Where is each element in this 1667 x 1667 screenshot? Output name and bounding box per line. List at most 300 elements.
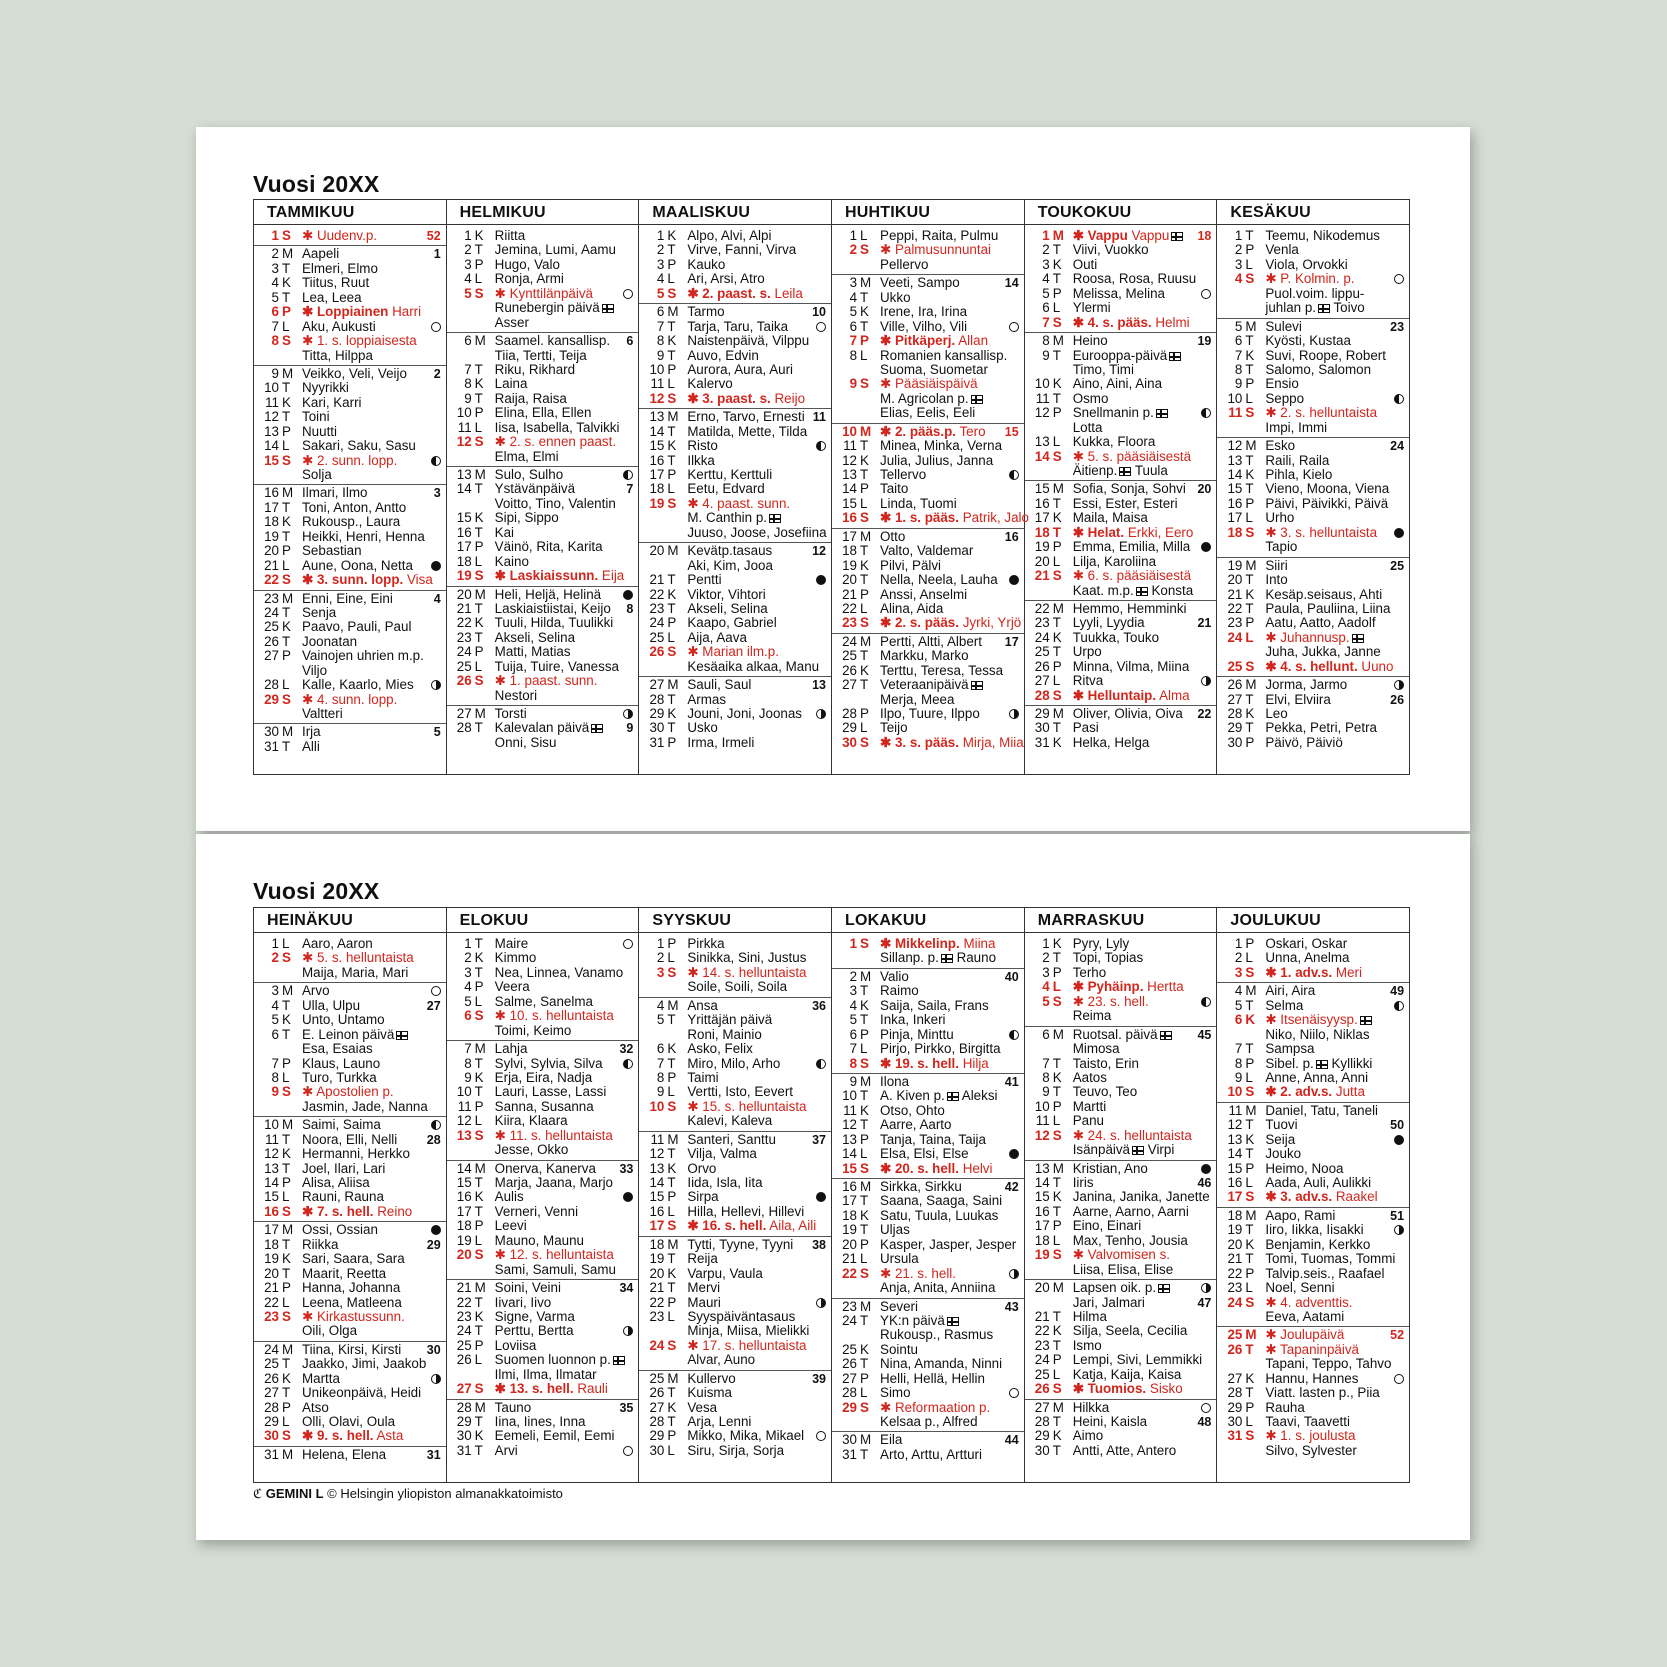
day-row <box>447 243 639 257</box>
weekday-letter: K <box>282 1251 291 1267</box>
week-number: 26 <box>1390 692 1405 707</box>
day-names <box>1073 406 1197 421</box>
day-row <box>1217 736 1409 750</box>
day-names <box>1265 320 1389 335</box>
day-names <box>495 258 619 273</box>
week-block <box>447 333 639 467</box>
day-row <box>254 1133 446 1147</box>
name-text: Sulevi <box>1265 318 1302 334</box>
day-row <box>1025 1353 1217 1367</box>
day-row <box>1025 602 1217 616</box>
weekday-letter: P <box>1245 1399 1255 1415</box>
day-number: 28 <box>264 1399 279 1415</box>
moon-phase-last-icon <box>623 470 633 480</box>
day-row <box>447 540 639 554</box>
day-number: 15 <box>842 1160 858 1176</box>
week-number: 34 <box>619 1281 634 1296</box>
day-row <box>639 377 831 391</box>
name-text: Tarja, Taru, Taika <box>687 318 789 334</box>
weekday-letter: K <box>667 586 677 602</box>
weekday-letter: K <box>282 1146 291 1162</box>
name-text: ✱ 1. paast. sunn. <box>494 673 598 689</box>
day-number: 19 <box>1034 539 1050 555</box>
day-names <box>687 616 811 631</box>
day-row <box>1025 272 1217 286</box>
day-number: 25 <box>649 1370 665 1386</box>
weekday-letter: K <box>1052 1189 1062 1205</box>
name-text: Unto, Untamo <box>302 1012 385 1028</box>
weekday-letter: P <box>282 1175 291 1190</box>
moon-phase-new-icon <box>623 590 633 600</box>
day-row <box>1025 287 1217 301</box>
weekday-letter: K <box>1245 467 1255 482</box>
day-row <box>447 1009 639 1023</box>
name-text: Kaat. m.p. <box>1072 582 1134 598</box>
day-names <box>687 287 811 302</box>
day-number: 19 <box>1227 557 1243 573</box>
name-text-secondary: Rauno <box>956 950 997 966</box>
day-names <box>880 1223 1004 1238</box>
day-row <box>832 649 1024 663</box>
day-number: 19 <box>649 495 665 511</box>
day-row <box>1217 951 1409 965</box>
moon-phase-new-icon <box>1009 575 1019 585</box>
month-weeks <box>639 225 831 774</box>
weekday-letter: P <box>860 706 869 721</box>
name-text: Mikko, Mika, Mikael <box>687 1428 805 1444</box>
name-text: ✱ Tapaninpäivä <box>1265 1341 1359 1357</box>
day-row <box>639 616 831 630</box>
day-names <box>302 468 426 483</box>
name-text: Ilona <box>880 1073 910 1089</box>
name-text-secondary: Toivo <box>1333 300 1365 316</box>
day-names <box>495 1234 619 1249</box>
week-number: 13 <box>812 678 827 693</box>
day-names <box>1073 707 1197 722</box>
day-row <box>832 482 1024 496</box>
day-number: 6 <box>464 1008 472 1024</box>
day-number: 2 <box>464 242 472 258</box>
day-row <box>254 454 446 468</box>
name-text: Jouni, Joni, Joonas <box>687 706 802 721</box>
day-names <box>495 349 619 364</box>
weekday-letter: S <box>282 1203 291 1219</box>
day-number: 21 <box>842 1251 858 1267</box>
week-block <box>1025 1027 1217 1161</box>
day-names <box>687 511 811 526</box>
weekday-letter: T <box>1052 720 1061 736</box>
name-text: ✱ 3. s. helluntaista <box>1265 524 1378 540</box>
day-number: 13 <box>649 1160 665 1176</box>
day-row <box>447 1100 639 1114</box>
weekday-letter: S <box>282 1308 291 1324</box>
week-number: 39 <box>812 1371 827 1386</box>
day-names <box>1073 1248 1197 1263</box>
week-block <box>254 485 446 590</box>
name-text: Leevi <box>494 1218 527 1234</box>
day-names <box>880 544 1004 559</box>
day-names <box>302 439 426 454</box>
name-text: Mervi <box>687 1280 721 1296</box>
day-row <box>1025 616 1217 630</box>
day-number: 24 <box>649 615 665 631</box>
day-names <box>1265 1118 1389 1133</box>
name-text: Urpo <box>1072 644 1102 660</box>
name-text: Olli, Olavi, Oula <box>302 1414 396 1429</box>
day-names <box>495 1057 619 1072</box>
day-names <box>1073 1382 1197 1397</box>
name-text: Tuukka, Touko <box>1072 629 1160 645</box>
day-names <box>687 482 811 497</box>
name-text: Lahja <box>494 1041 528 1057</box>
flag-icon <box>1318 304 1330 313</box>
week-number: 4 <box>433 591 441 606</box>
day-number: 17 <box>842 1193 858 1209</box>
weekday-letter: M <box>667 304 679 320</box>
day-number: 31 <box>842 1446 858 1462</box>
weekday-letter: P <box>1245 936 1255 951</box>
day-names <box>1265 540 1389 555</box>
name-text: Terho <box>1072 964 1107 980</box>
name-text: Ensio <box>1265 376 1299 392</box>
name-text-secondary: Tuula <box>1134 463 1168 478</box>
name-text: Asta <box>376 1428 404 1444</box>
week-block <box>639 1237 831 1371</box>
name-text: Essi, Ester, Esteri <box>1072 495 1178 511</box>
day-row <box>254 937 446 951</box>
weekday-letter: P <box>860 586 869 602</box>
day-names <box>302 678 426 693</box>
day-names <box>1073 569 1197 584</box>
day-row <box>447 1234 639 1248</box>
day-row <box>254 229 446 243</box>
name-text: Iina, Iines, Inna <box>494 1414 586 1429</box>
day-names <box>687 602 811 617</box>
day-names <box>495 421 619 436</box>
weekday-letter: K <box>1245 1370 1255 1386</box>
weekday-letter: M <box>1245 438 1257 454</box>
flag-icon <box>1360 1016 1372 1025</box>
day-number: 29 <box>649 706 665 721</box>
day-row <box>254 740 446 754</box>
day-names <box>1073 1129 1197 1144</box>
name-text: Aada, Auli, Aulikki <box>1265 1175 1372 1190</box>
weekday-letter: K <box>667 228 677 243</box>
name-text: Irja <box>302 724 321 740</box>
day-row <box>832 1162 1024 1176</box>
day-row <box>1025 392 1217 406</box>
day-names <box>302 1296 426 1311</box>
weekday-letter: S <box>667 285 677 301</box>
day-names <box>302 1429 426 1444</box>
day-names <box>1073 464 1197 479</box>
day-row <box>447 1219 639 1233</box>
day-names <box>1073 526 1197 541</box>
weekday-letter: S <box>667 644 677 660</box>
day-names <box>1265 1401 1389 1416</box>
week-block <box>1217 319 1409 439</box>
day-row <box>1025 1143 1217 1157</box>
day-number: 25 <box>1034 1366 1050 1382</box>
day-names <box>687 658 820 675</box>
name-text: Snellmanin p. <box>1072 405 1154 421</box>
name-text: Kiira, Klaara <box>494 1113 568 1129</box>
day-row <box>1025 464 1217 478</box>
day-names <box>1073 1143 1197 1158</box>
weekday-letter: S <box>860 376 869 392</box>
name-text: Eeva, Aatami <box>1265 1308 1345 1324</box>
weekday-letter: T <box>1245 691 1254 707</box>
day-number: 17 <box>649 467 665 482</box>
day-names <box>1265 1042 1389 1057</box>
name-text: Jasmin, Jade, Nanna <box>302 1098 428 1114</box>
week-number: 45 <box>1197 1027 1212 1042</box>
weekday-letter: M <box>282 590 294 606</box>
day-row <box>639 439 831 453</box>
week-number: 35 <box>619 1400 634 1415</box>
week-block <box>832 1432 1024 1464</box>
name-text: Sanna, Susanna <box>494 1098 594 1114</box>
name-text: Noel, Senni <box>1265 1280 1335 1296</box>
day-row <box>254 1448 446 1462</box>
day-row <box>832 573 1024 587</box>
name-text: Maarit, Reetta <box>302 1265 387 1281</box>
day-names <box>302 999 426 1014</box>
name-text: Miina <box>963 936 996 951</box>
day-row <box>1025 1339 1217 1353</box>
week-number: 44 <box>1004 1433 1019 1448</box>
name-text: ✱ Pääsiäispäivä <box>880 376 978 392</box>
weekday-letter: P <box>667 1428 677 1444</box>
name-text: Viljo <box>302 662 328 678</box>
weekday-letter: T <box>474 390 483 406</box>
name-text: E. Leinon päivä <box>302 1026 395 1042</box>
day-number: 4 <box>1234 983 1243 999</box>
weekday-letter: T <box>667 600 676 616</box>
day-row <box>1025 721 1217 735</box>
day-row <box>1217 1252 1409 1266</box>
week-number: 23 <box>1390 319 1405 334</box>
weekday-letter: S <box>282 333 291 349</box>
day-names <box>880 243 1004 258</box>
month-column <box>446 908 639 1482</box>
day-row <box>832 1267 1024 1281</box>
day-row <box>832 349 1024 363</box>
name-text: Alvar, Auno <box>687 1352 756 1368</box>
name-text: Tuija, Tuire, Vanessa <box>494 658 619 674</box>
weekday-letter: T <box>282 409 291 425</box>
weekday-letter: T <box>1245 452 1254 468</box>
day-number: 4 <box>849 997 858 1013</box>
weekday-letter: T <box>474 964 483 980</box>
weekday-letter: S <box>1245 1294 1255 1310</box>
day-row <box>447 1248 639 1262</box>
moon-phase-last-icon <box>816 1059 826 1069</box>
name-text: ✱ 4. paast. sunn. <box>687 495 791 511</box>
weekday-letter: K <box>474 376 484 392</box>
weekday-letter: L <box>1245 1414 1253 1429</box>
day-row <box>254 515 446 529</box>
day-row <box>1025 1281 1217 1295</box>
day-row <box>447 1368 639 1382</box>
day-names <box>880 291 1004 306</box>
day-row <box>254 262 446 276</box>
day-row <box>639 1190 831 1204</box>
weekday-letter: P <box>474 539 484 555</box>
weekday-letter: L <box>1245 510 1253 526</box>
weekday-letter: T <box>474 720 483 736</box>
day-row <box>639 454 831 468</box>
name-text: Kaino <box>494 553 529 569</box>
moon-phase-full-icon <box>623 939 633 949</box>
day-row <box>832 334 1024 348</box>
day-number: 12 <box>1034 405 1050 421</box>
weekday-letter: T <box>860 438 869 454</box>
month-name: KESÄKUU <box>1217 200 1409 225</box>
weekday-letter: P <box>1052 964 1062 980</box>
day-number: 20 <box>1227 1236 1243 1252</box>
day-number: 31 <box>1034 734 1050 750</box>
name-text: Pinja, Minttu <box>880 1026 954 1042</box>
weekday-letter: L <box>860 600 868 616</box>
day-number: 25 <box>1227 1327 1243 1343</box>
day-names <box>1265 229 1389 244</box>
weekday-letter: P <box>1245 615 1255 631</box>
day-row <box>254 664 446 678</box>
day-names <box>1265 377 1389 392</box>
day-number: 10 <box>1034 1098 1050 1114</box>
day-row <box>254 1429 446 1443</box>
name-text: Toimi, Keimo <box>494 1022 572 1038</box>
name-text: Eila <box>880 1432 903 1448</box>
name-text: Kesäp.seisaus, Ahti <box>1265 586 1383 602</box>
day-row <box>447 1415 639 1429</box>
day-names <box>1073 1057 1197 1072</box>
day-names <box>880 721 1004 736</box>
day-number: 9 <box>1234 376 1243 392</box>
day-number: 26 <box>264 633 279 649</box>
name-text: Aija, Aava <box>687 629 747 645</box>
name-text: Rauli <box>577 1381 608 1397</box>
day-names <box>687 454 811 469</box>
day-names <box>302 305 426 320</box>
day-number: 22 <box>264 1294 279 1310</box>
weekday-letter: S <box>667 390 677 406</box>
name-text: Martta <box>302 1370 340 1386</box>
day-number: 29 <box>264 1414 279 1429</box>
day-number: 12 <box>456 434 472 450</box>
day-row <box>447 229 639 243</box>
weekday-letter: K <box>282 1370 291 1386</box>
day-number: 16 <box>456 524 472 540</box>
weekday-letter: K <box>1052 376 1062 392</box>
name-text: Aurora, Aura, Auri <box>687 361 794 377</box>
day-names <box>880 678 1004 693</box>
day-names <box>880 693 1004 708</box>
name-text: Teemu, Nikodemus <box>1265 228 1380 243</box>
day-row <box>832 999 1024 1013</box>
day-row <box>1217 1267 1409 1281</box>
day-number: 16 <box>649 452 665 468</box>
day-row <box>832 243 1024 257</box>
day-names <box>302 1324 426 1339</box>
day-names <box>880 559 1004 574</box>
day-number: 14 <box>1034 1175 1050 1190</box>
day-number: 30 <box>1034 720 1050 736</box>
day-names <box>302 635 426 650</box>
day-number: 18 <box>1034 524 1050 540</box>
name-text-secondary: Kyllikki <box>1331 1055 1373 1071</box>
day-names <box>302 707 426 722</box>
name-text: ✱ 4. adventtis. <box>1265 1294 1353 1310</box>
day-row <box>1217 1357 1409 1371</box>
moon-phase-new-icon <box>1394 1135 1404 1145</box>
day-number: 22 <box>1227 600 1243 616</box>
day-row <box>1025 1415 1217 1429</box>
day-number: 12 <box>649 1146 665 1162</box>
name-text: Veikko, Veli, Veijo <box>302 365 407 381</box>
name-text: ✱ Valvomisen s. <box>1072 1247 1170 1263</box>
weekday-letter: L <box>667 1442 675 1458</box>
day-number: 23 <box>842 1298 858 1314</box>
day-number: 1 <box>464 228 472 243</box>
day-names <box>880 1267 1004 1282</box>
weekday-letter: T <box>1245 600 1254 616</box>
day-names <box>302 725 426 740</box>
day-row <box>1025 1085 1217 1099</box>
weekday-letter: S <box>860 615 869 631</box>
weekday-letter: T <box>282 289 291 305</box>
day-names <box>1265 1176 1389 1191</box>
week-block <box>832 1074 1024 1179</box>
day-number: 20 <box>842 572 858 588</box>
day-names <box>687 1042 811 1057</box>
day-names <box>1073 1009 1197 1024</box>
day-names <box>1073 229 1197 244</box>
flag-icon <box>941 954 953 963</box>
day-row <box>1217 482 1409 496</box>
day-number: 18 <box>842 543 858 559</box>
week-block <box>1025 706 1217 752</box>
day-row <box>1217 1310 1409 1324</box>
day-row <box>1217 320 1409 334</box>
day-names <box>1265 439 1389 454</box>
day-number: 6 <box>1234 1012 1243 1028</box>
month-name: JOULUKUU <box>1217 908 1409 933</box>
week-number: 3 <box>433 486 441 501</box>
day-number: 7 <box>1234 347 1243 363</box>
day-row <box>639 1339 831 1353</box>
day-number: 10 <box>842 423 858 439</box>
day-names <box>880 1104 1004 1119</box>
day-names <box>302 262 426 277</box>
day-number: 3 <box>464 256 472 272</box>
day-number: 1 <box>1234 936 1243 951</box>
day-number: 28 <box>842 1385 858 1401</box>
holiday-name: ✱ 4. s. pääs. <box>1072 314 1152 330</box>
day-names <box>687 1444 811 1459</box>
weekday-letter: M <box>860 1432 872 1448</box>
week-number: 37 <box>812 1132 827 1147</box>
name-text: Saija, Saila, Frans <box>880 997 989 1013</box>
day-names <box>1073 1281 1197 1296</box>
day-number: 11 <box>457 1098 472 1114</box>
name-text: Heikki, Henri, Henna <box>302 528 425 544</box>
day-row <box>832 951 1024 965</box>
moon-phase-first-icon <box>1009 709 1019 719</box>
name-text: Sari, Saara, Sara <box>302 1251 405 1267</box>
day-number: 17 <box>456 1203 472 1219</box>
